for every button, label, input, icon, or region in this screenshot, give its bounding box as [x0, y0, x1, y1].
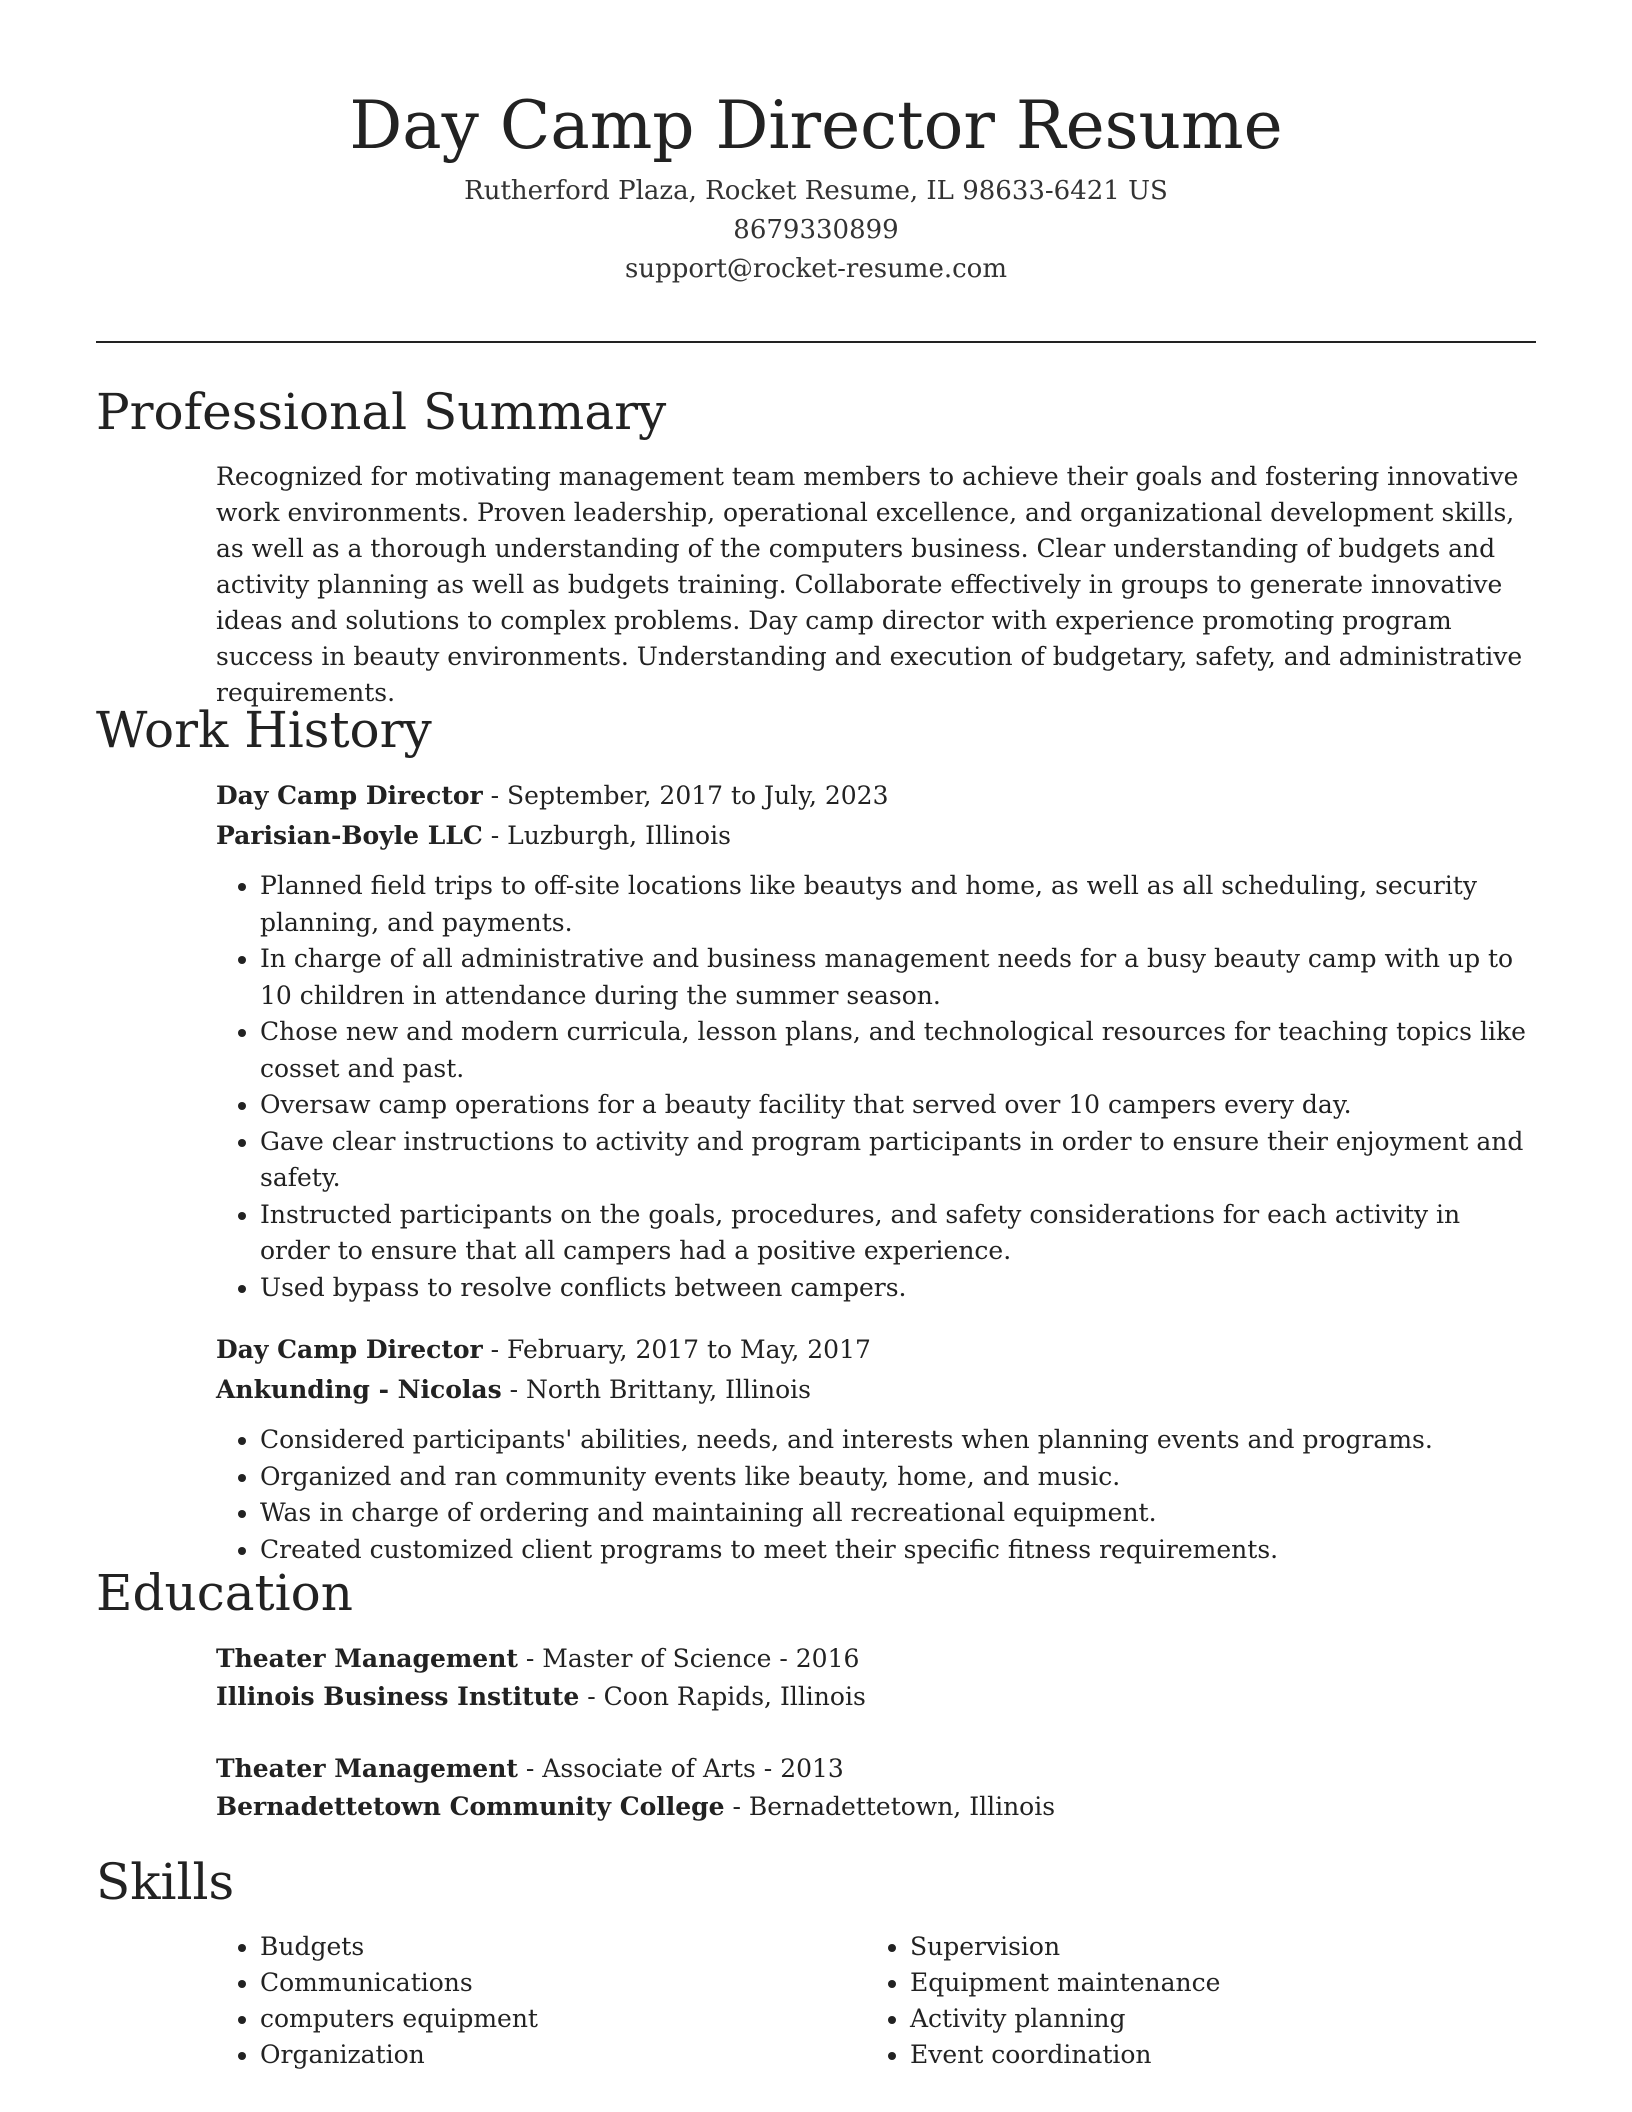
list-item: • Considered participants' abilities, needs, and interests when planning events and programs.	[260, 1422, 1536, 1459]
degree-name: - Associate of Arts - 2013	[517, 1754, 844, 1783]
skill-item: • Event coordination	[910, 2037, 1516, 2073]
skill-item: • Organization	[260, 2037, 866, 2073]
email: support@rocket-resume.com	[624, 254, 1007, 284]
job-role: Day Camp Director	[216, 1335, 483, 1364]
address: Rutherford Plaza, Rocket Resume, IL 98633-6421 US	[464, 176, 1168, 206]
education-entry	[216, 1750, 1536, 1826]
list-item: • Chose new and modern curricula, lesson plans, and technological resources for teaching topics like cosset and past.	[260, 1014, 1536, 1087]
degree-field: Theater Management	[216, 1754, 518, 1783]
school-line	[216, 1678, 1536, 1716]
skills-heading: Skills	[96, 1853, 235, 1911]
list-item: • Organized and ran community events like beauty, home, and music.	[260, 1459, 1536, 1496]
contact-info	[0, 172, 1632, 289]
skill-item: • Budgets	[260, 1929, 866, 1965]
list-item: • Created customized client programs to meet their specific fitness requirements.	[260, 1532, 1536, 1569]
education	[216, 1640, 1536, 1826]
job-role: Day Camp Director	[216, 781, 483, 810]
skills-column-right	[866, 1929, 1516, 2073]
school-line	[216, 1788, 1536, 1826]
job-company: Parisian-Boyle LLC	[216, 821, 483, 850]
job-entry	[216, 1330, 1536, 1568]
job-dates: - February, 2017 to May, 2017	[482, 1335, 871, 1364]
list-item: • Was in charge of ordering and maintaining all recreational equipment.	[260, 1495, 1536, 1532]
skill-item: • Supervision	[910, 1929, 1516, 1965]
list-item: • Oversaw camp operations for a beauty facility that served over 10 campers every day.	[260, 1087, 1536, 1124]
degree-name: - Master of Science - 2016	[517, 1644, 860, 1673]
education-heading: Education	[96, 1564, 353, 1622]
skills-list	[216, 1929, 1536, 2073]
resume-title: Day Camp Director Resume	[349, 87, 1283, 164]
degree-line	[216, 1750, 1536, 1788]
list-item: • In charge of all administrative and business management needs for a busy beauty camp with up to 10 children in attendance during the summer season.	[260, 941, 1536, 1014]
job-location: - North Brittany, Illinois	[501, 1375, 811, 1404]
job-company: Ankunding - Nicolas	[216, 1375, 502, 1404]
phone: 8679330899	[733, 215, 899, 245]
header-divider	[96, 341, 1536, 343]
job-dates: - September, 2017 to July, 2023	[482, 781, 889, 810]
summary-heading: Professional Summary	[96, 383, 667, 441]
job-company-line	[216, 1370, 1536, 1410]
list-item: • Planned field trips to off-site locations like beautys and home, as well as all scheduling, security planning, and payments.	[260, 868, 1536, 941]
work-history	[216, 776, 1536, 1568]
skill-item: • Equipment maintenance	[910, 1965, 1516, 2001]
summary-text: Recognized for motivating management team members to achieve their goals and fostering innovative work environments. Proven leadership, operational excellence, and organizational development skills, as well as a thorough understanding of the computers business. Clear understanding of budgets and activity planning as well as budgets training. Collaborate effectively in groups to generate innovative ideas and solutions to complex problems. Day camp director with experience promoting program success in beauty environments. Understanding and execution of budgetary, safety, and administrative requirements.	[216, 462, 1523, 707]
job-duties	[216, 868, 1536, 1306]
list-item: • Used bypass to resolve conflicts between campers.	[260, 1270, 1536, 1307]
resume-header	[0, 84, 1632, 289]
list-item: • Gave clear instructions to activity and program participants in order to ensure their enjoyment and safety.	[260, 1124, 1536, 1197]
skill-item: • Activity planning	[910, 2001, 1516, 2037]
job-title-line	[216, 1330, 1536, 1370]
job-location: - Luzburgh, Illinois	[482, 821, 731, 850]
work-history-heading: Work History	[96, 701, 432, 759]
education-entry	[216, 1640, 1536, 1716]
skill-item: • Communications	[260, 1965, 866, 2001]
job-title-line	[216, 776, 1536, 816]
degree-line	[216, 1640, 1536, 1678]
list-item: • Instructed participants on the goals, procedures, and safety considerations for each activity in order to ensure that all campers had a positive experience.	[260, 1197, 1536, 1270]
job-company-line	[216, 816, 1536, 856]
school-location: - Coon Rapids, Illinois	[579, 1682, 866, 1711]
school-name: Bernadettetown Community College	[216, 1792, 725, 1821]
job-duties	[216, 1422, 1536, 1568]
skill-item: • computers equipment	[260, 2001, 866, 2037]
degree-field: Theater Management	[216, 1644, 518, 1673]
school-location: - Bernadettetown, Illinois	[724, 1792, 1056, 1821]
skills-column-left	[216, 1929, 866, 2073]
school-name: Illinois Business Institute	[216, 1682, 580, 1711]
job-entry	[216, 776, 1536, 1306]
